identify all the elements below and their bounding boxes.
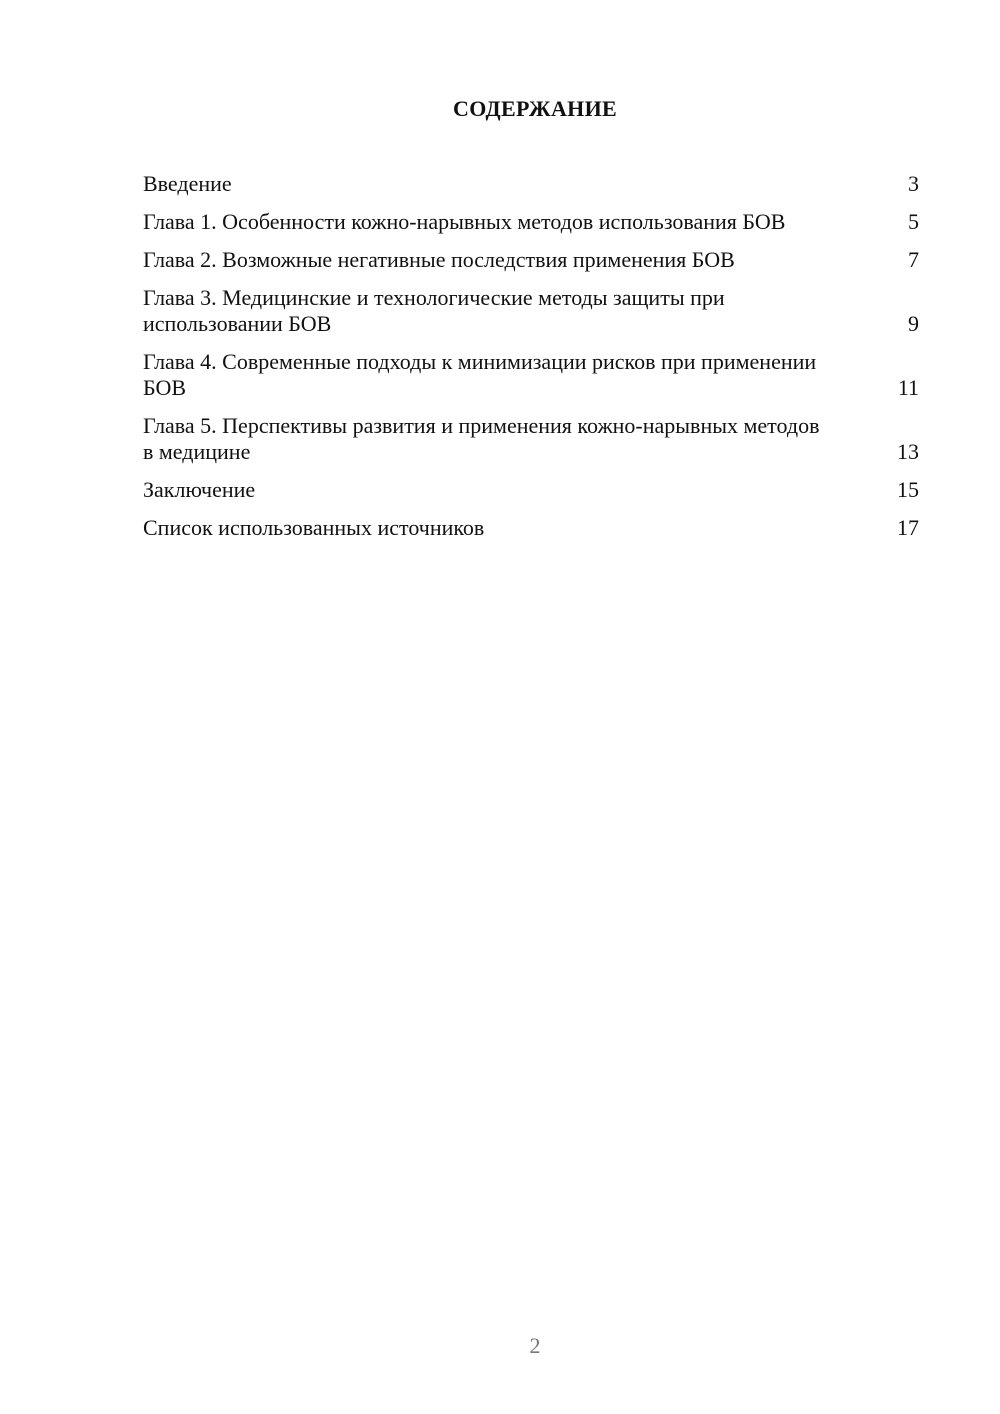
toc-entry-page: 5 bbox=[908, 209, 919, 234]
toc-entry-page: 7 bbox=[908, 247, 919, 272]
toc-entry-references bbox=[143, 515, 919, 541]
table-of-contents bbox=[143, 171, 919, 553]
toc-entry-page: 9 bbox=[908, 311, 919, 336]
toc-entry-page: 17 bbox=[897, 515, 919, 540]
toc-entry-text: Заключение bbox=[143, 477, 256, 502]
toc-entry-page: 15 bbox=[897, 477, 919, 502]
toc-entry-text: Глава 2. Возможные негативные последствия применения БОВ bbox=[143, 247, 735, 272]
toc-entry-chapter-3 bbox=[143, 285, 919, 337]
page-number: 2 bbox=[529, 1333, 541, 1358]
toc-entry-text: Глава 5. Перспективы развития и применения кожно-нарывных методов в медицине bbox=[143, 413, 820, 464]
toc-entry-page: 3 bbox=[908, 171, 919, 196]
toc-entry-text: Глава 3. Медицинские и технологические методы защиты при использовании БОВ bbox=[143, 285, 725, 336]
toc-entry-text: Список использованных источников bbox=[143, 515, 485, 540]
toc-entry-page: 13 bbox=[897, 439, 919, 464]
toc-heading: СОДЕРЖАНИЕ bbox=[453, 96, 617, 121]
toc-entry-chapter-1 bbox=[143, 209, 919, 235]
toc-entry-text: Глава 4. Современные подходы к минимизации рисков при применении БОВ bbox=[143, 349, 817, 400]
toc-entry-introduction bbox=[143, 171, 919, 197]
toc-entry-chapter-4 bbox=[143, 349, 919, 401]
toc-entry-chapter-2 bbox=[143, 247, 919, 273]
toc-entry-chapter-5 bbox=[143, 413, 919, 465]
toc-entry-text: Глава 1. Особенности кожно-нарывных методов использования БОВ bbox=[143, 209, 786, 234]
toc-entry-text: Введение bbox=[143, 171, 232, 196]
toc-entry-page: 11 bbox=[897, 375, 919, 400]
toc-entry-conclusion bbox=[143, 477, 919, 503]
